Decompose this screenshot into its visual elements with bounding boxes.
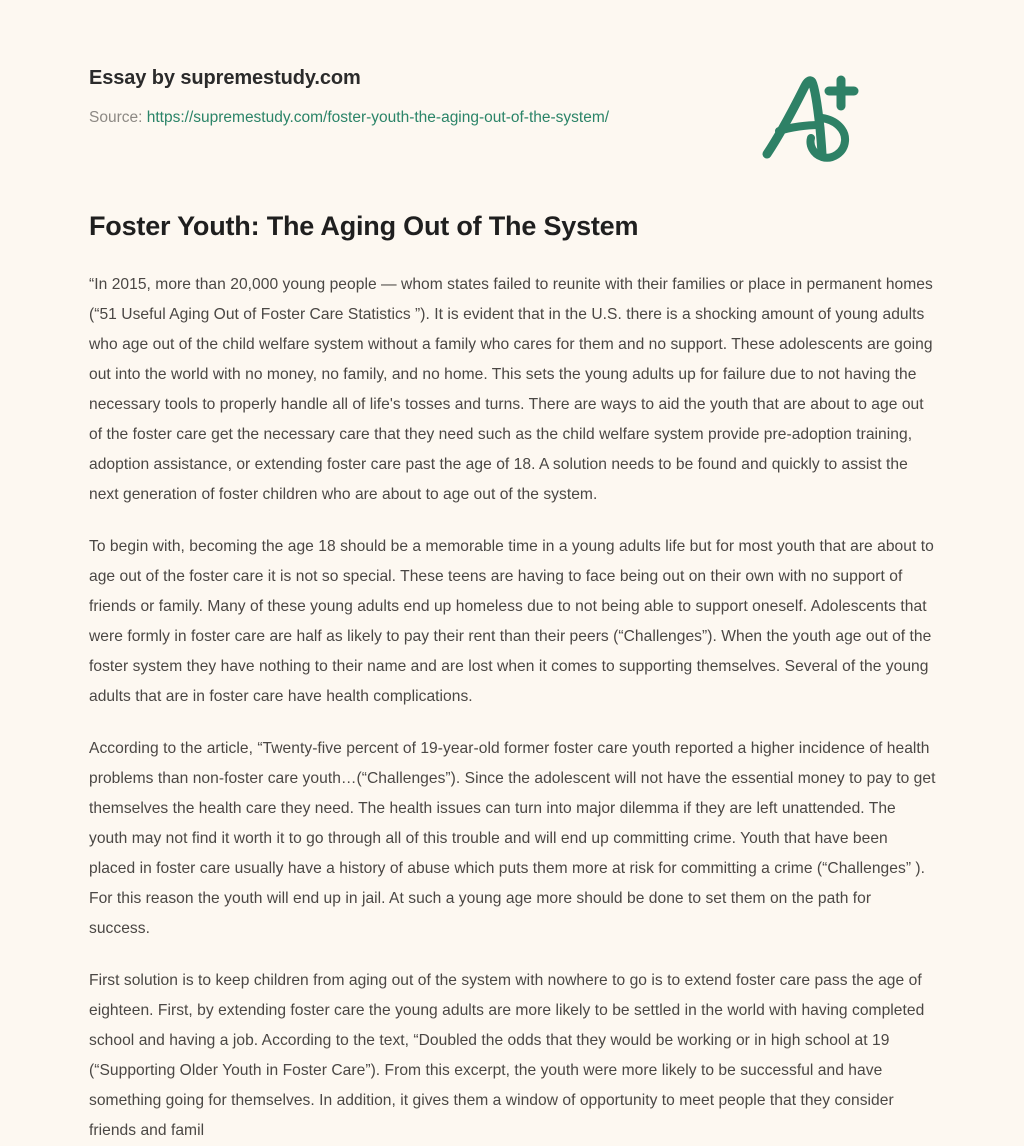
source-url-link[interactable]: https://supremestudy.com/foster-youth-the-aging-out-of-the-system/ bbox=[146, 109, 610, 126]
essay-paragraph: To begin with, becoming the age 18 should be a memorable time in a young adults life but for most youth that are about to age out of the foster care it is not so special. These teens are having to face being out on their own with no support of friends or family. Many of these young adults end up homeless due to not being able to support oneself. Adolescents that were formly in foster care are half as likely to pay their rent than their peers (“Challenges”). When the youth age out of the foster system they have nothing to their name and are lost when it comes to supporting themselves. Several of the young adults that are in foster care have health complications. bbox=[89, 537, 934, 705]
page-header bbox=[89, 0, 935, 128]
a-plus-logo-icon bbox=[753, 58, 873, 178]
page-title: Foster Youth: The Aging Out of The System bbox=[89, 211, 639, 242]
essay-byline: Essay by supremestudy.com bbox=[89, 67, 361, 89]
essay-paragraph: First solution is to keep children from aging out of the system with nowhere to go is to extend foster care pass the age of eighteen. First, by extending foster care the young adults are more likely to be settled in the world with having completed school and having a job. According to the text, “Doubled the odds that they would be working or in high school at 19 (“Supporting Older Youth in Foster Care”). From this excerpt, the youth were more likely to be successful and have something going for themselves. In addition, it gives them a window of opportunity to meet people that they consider friends and famil bbox=[89, 971, 925, 1139]
essay-paragraph: “In 2015, more than 20,000 young people — whom states failed to reunite with their families or place in permanent homes (“51 Useful Aging Out of Foster Care Statistics ”). It is evident that in the U.S. there is a shocking amount of young adults who age out of the child welfare system without a family who cares for them and no support. These adolescents are going out into the world with no money, no family, and no home. This sets the young adults up for failure due to not having the necessary tools to properly handle all of life's tosses and turns. There are ways to aid the youth that are about to age out of the foster care get the necessary care that they need such as the child welfare system provide pre-adoption training, adoption assistance, or extending foster care past the age of 18. A solution needs to be found and quickly to assist the next generation of foster children who are about to age out of the system. bbox=[89, 275, 933, 503]
essay-body bbox=[89, 243, 936, 1146]
source-label: Source: bbox=[89, 109, 143, 126]
essay-paragraph: According to the article, “Twenty-five percent of 19-year-old former foster care youth reported a higher incidence of health problems than non-foster care youth…(“Challenges”). Since the adolescent will not have the essential money to pay to get themselves the health care they need. The health issues can turn into major dilemma if they are left unattended. The youth may not find it worth it to go through all of this trouble and will end up committing crime. Youth that have been placed in foster care usually have a history of abuse which puts them more at risk for committing a crime (“Challenges” ). For this reason the youth will end up in jail. At such a young age more should be done to set them on the path for success. bbox=[89, 739, 936, 937]
